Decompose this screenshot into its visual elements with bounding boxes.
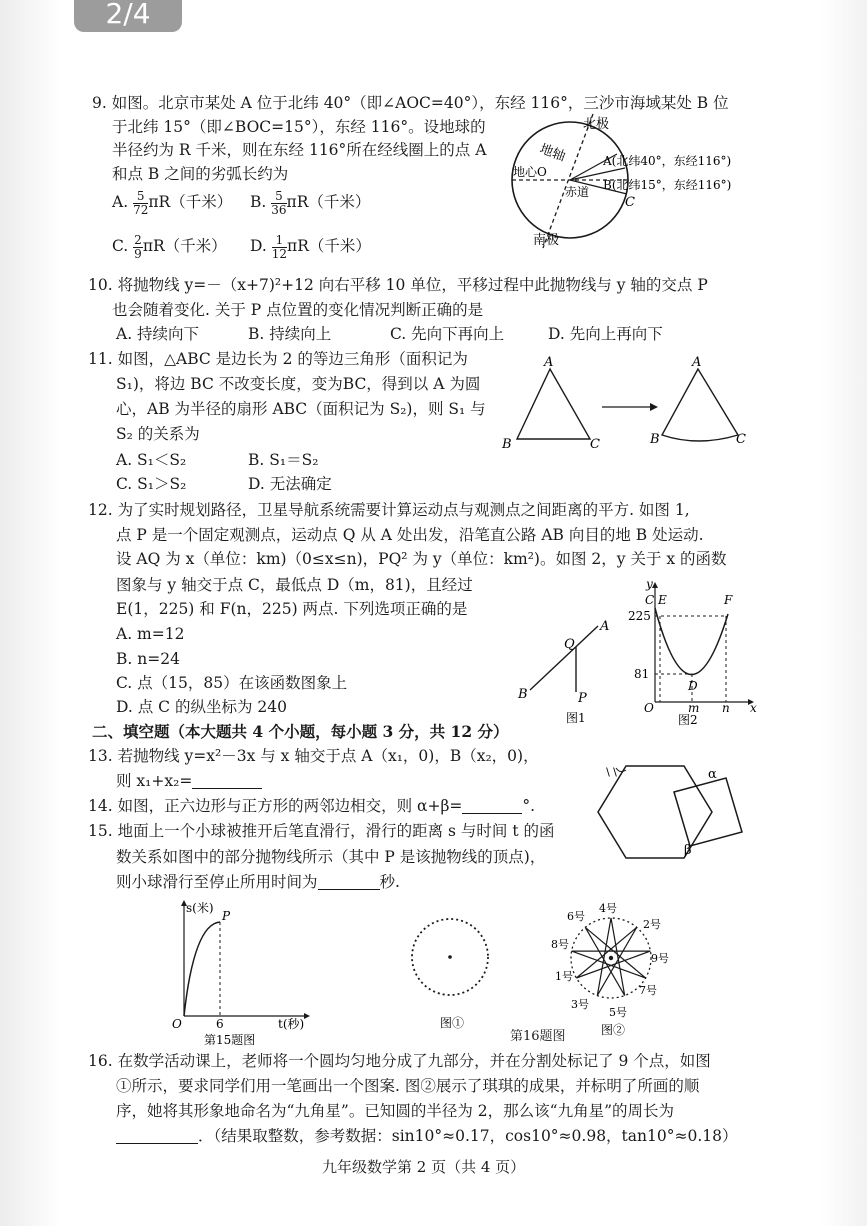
star-label-3: 3号 xyxy=(571,998,589,1011)
q12-figure-1 xyxy=(510,610,620,725)
sector-c-label: C xyxy=(736,432,746,447)
point-c-label: C xyxy=(625,195,635,210)
fig2-e-label: E xyxy=(658,593,667,607)
q13-answer-blank[interactable] xyxy=(192,774,262,789)
q11-option-a: A. S₁＜S₂ xyxy=(116,451,187,469)
circle-center xyxy=(448,955,452,959)
q12-line-1: 12. 为了实时规划路径，卫星导航系统需要计算运动点与观测点之间距离的平方. 如图 1, xyxy=(88,501,690,519)
q9-option-c: C. $\frac{2}{9}$ πR（千米） xyxy=(112,233,227,261)
section-2-title: 二、填空题（本大题共 4 个小题，每小题 3 分，共 12 分） xyxy=(92,722,509,741)
q16-line-3: 序，她将其形象地命名为“九角星”。已知圆的半径为 2，那么该“九角星”的周长为 xyxy=(116,1102,674,1120)
triangle-a-label: A xyxy=(544,355,554,370)
q9-earth-figure xyxy=(505,112,775,252)
fig2-x-label: x xyxy=(750,701,757,715)
star-label-4: 4号 xyxy=(599,902,617,915)
star-label-2: 2号 xyxy=(643,918,661,931)
star-label-7: 7号 xyxy=(639,984,657,997)
page-badge: 2/4 xyxy=(74,0,182,32)
point-a-label: A(北纬40°，东经116°) xyxy=(603,154,732,168)
q15-o-label: O xyxy=(172,1017,182,1031)
fig1-a-label: A xyxy=(600,619,610,634)
q16-fig2-caption: 图② xyxy=(601,1023,626,1037)
q15-parabola xyxy=(184,922,220,1016)
q12-line-3: 设 AQ 为 x（单位：km)（0≤x≤n)，PQ² 为 y（单位：km²)。如图 2，y 关于 x 的函数 xyxy=(116,550,727,568)
q14-answer-blank[interactable] xyxy=(462,799,522,814)
q11-line-3: 心，AB 为半径的扇形 ABC（面积记为 S₂)，则 S₁ 与 xyxy=(116,400,486,418)
q10-option-c: C. 先向下再向上 xyxy=(390,325,505,343)
fig1-b-label: B xyxy=(518,687,528,702)
fig2-n-label: n xyxy=(722,701,730,715)
q9-line-4: 和点 B 之间的劣弧长约为 xyxy=(112,165,289,183)
axis-label: 地轴 xyxy=(537,141,568,165)
fig1-p-label: P xyxy=(578,691,587,706)
star-label-1: 1号 xyxy=(555,970,573,983)
q16-fig1-caption: 图① xyxy=(440,1016,465,1030)
q16-figure-1 xyxy=(400,905,500,1045)
q12-option-a: A. m=12 xyxy=(116,625,185,643)
q15-6-label: 6 xyxy=(216,1017,224,1031)
q12-line-4: 图象与 y 轴交于点 C，最低点 D（m，81)，且经过 xyxy=(116,576,473,594)
q10-option-d: D. 先向上再向下 xyxy=(548,325,663,343)
q9-option-d: D. $\frac{1}{12}$ πR（千米） xyxy=(250,233,371,261)
q12-figure-2 xyxy=(620,578,760,728)
fig2-c-label: C xyxy=(645,593,655,607)
south-pole-label: 南极 xyxy=(533,233,560,248)
q15-t-label: t(秒) xyxy=(278,1017,305,1031)
alpha-label: α xyxy=(708,767,717,782)
fig1-caption: 图1 xyxy=(566,711,586,725)
fig2-d-label: D xyxy=(688,679,698,693)
q16-answer-blank[interactable] xyxy=(116,1129,198,1144)
q9-line-3: 半径约为 R 千米，则在东经 116°所在经线圈上的点 A xyxy=(112,141,487,159)
fig2-m-label: m xyxy=(688,701,700,715)
q10-option-b: B. 持续向上 xyxy=(248,325,332,343)
sector-shape xyxy=(662,369,738,441)
q15-p-label: P xyxy=(222,909,231,923)
q13-line-2: 则 x₁+x₂= xyxy=(116,774,262,790)
earth-axis-line xyxy=(543,114,593,248)
q11-figure xyxy=(500,355,760,455)
q15-caption: 第15题图 xyxy=(204,1033,256,1047)
equilateral-triangle xyxy=(517,369,590,439)
q16-line-1: 16. 在数学活动课上，老师将一个圆均匀地分成了九部分，并在分割处标记了 9 个点，如图 xyxy=(88,1052,711,1070)
q15-line-1: 15. 地面上一个小球被推开后笔直滑行，滑行的距离 s 与时间 t 的函 xyxy=(88,822,555,840)
q15-s-label: s(米) xyxy=(186,901,214,915)
north-pole-label: 北极 xyxy=(583,117,610,132)
fig2-y-label: y xyxy=(646,578,653,591)
q16-line-2: ①所示，要求同学们用一笔画出一个图案. 图②展示了琪琪的成果，并标明了所画的顺 xyxy=(116,1077,700,1095)
q14-line-1: 14. 如图，正六边形与正方形的两邻边相交，则 α+β= °. xyxy=(88,797,536,815)
q11-option-c: C. S₁＞S₂ xyxy=(116,475,187,493)
fig2-o-label: O xyxy=(644,701,654,715)
q15-line-2: 数关系如图中的部分抛物线所示（其中 P 是该抛物线的顶点)， xyxy=(116,848,546,866)
q12-option-c: C. 点（15，85）在该函数图象上 xyxy=(116,674,348,692)
q11-option-d: D. 无法确定 xyxy=(248,475,332,493)
square xyxy=(674,778,742,846)
q11-line-4: S₂ 的关系为 xyxy=(116,425,200,443)
beta-label: β xyxy=(684,843,692,858)
q15-figure xyxy=(164,898,314,1048)
fig2-f-label: F xyxy=(724,593,733,607)
q10-option-a: A. 持续向下 xyxy=(116,325,200,343)
q12-line-5: E(1，225) 和 F(n，225) 两点. 下列选项正确的是 xyxy=(116,600,468,618)
point-b-label: B(北纬15°，东经116°) xyxy=(603,178,732,192)
equator-label: 赤道 xyxy=(565,185,590,199)
q9-line-1: 9. 如图。北京市某处 A 位于北纬 40°（即∠AOC=40°），东经 116°，三沙市海域某处 B 位 xyxy=(92,94,729,112)
page-footer: 九年级数学第 2 页（共 4 页） xyxy=(322,1158,526,1176)
q12-line-2: 点 P 是一个固定观测点，运动点 Q 从 A 处出发，沿笔直公路 AB 向目的地 B 处运动. xyxy=(116,526,704,544)
q12-option-d: D. 点 C 的纵坐标为 240 xyxy=(116,698,287,716)
q11-line-2: S₁)，将边 BC 不改变长度，变为BC，得到以 A 为圆 xyxy=(116,375,481,393)
q9-option-a: A. $\frac{5}{72}$ πR（千米） xyxy=(112,189,233,217)
q16-line-4: ．（结果取整数，参考数据：sin10°≈0.17，cos10°≈0.98，tan10°≈0.18） xyxy=(116,1129,737,1145)
star-label-6: 6号 xyxy=(567,910,585,923)
star-label-8: 8号 xyxy=(551,938,569,951)
q10-line-1: 10. 将抛物线 y=－（x+7)²+12 向右平移 10 单位，平移过程中此抛物线与 y 轴的交点 P xyxy=(88,276,708,294)
q16-figure-2 xyxy=(545,898,685,1046)
arrow-head xyxy=(650,403,658,411)
fig2-225-label: 225 xyxy=(628,609,651,623)
svg-text:∖∖: ∖∖ xyxy=(604,766,619,779)
triangle-c-label: C xyxy=(590,437,600,452)
triangle-b-label: B xyxy=(502,437,512,452)
fig1-q-label: Q xyxy=(564,637,575,652)
fig2-caption: 图2 xyxy=(678,713,698,727)
q14-figure xyxy=(596,762,756,862)
q9-line-2: 于北纬 15°（即∠BOC=15°），东经 116°。设地球的 xyxy=(112,118,486,136)
q11-option-b: B. S₁＝S₂ xyxy=(248,451,319,469)
star-label-9: 9号 xyxy=(651,952,669,965)
fig2-81-label: 81 xyxy=(634,667,650,681)
q15-line-3: 则小球滑行至停止所用时间为 秒. xyxy=(116,873,400,891)
center-label: 地心O xyxy=(513,165,547,179)
q15-answer-blank[interactable] xyxy=(318,875,380,890)
q16-main-caption: 第16题图 xyxy=(510,1029,566,1044)
star-label-5: 5号 xyxy=(609,1006,627,1019)
sector-b-label: B xyxy=(650,432,660,447)
fig2-parabola xyxy=(655,608,728,675)
q10-line-2: 也会随着变化. 关于 P 点位置的变化情况判断正确的是 xyxy=(112,301,484,319)
q12-option-b: B. n=24 xyxy=(116,650,180,668)
q9-option-b: B. $\frac{5}{36}$ πR（千米） xyxy=(250,189,371,217)
road-ab xyxy=(530,626,598,690)
q11-line-1: 11. 如图，△ABC 是边长为 2 的等边三角形（面积记为 xyxy=(88,350,468,368)
q13-line-1: 13. 若抛物线 y=x²－3x 与 x 轴交于点 A（x₁，0)，B（x₂，0)， xyxy=(88,747,539,765)
sector-a-label: A xyxy=(692,355,702,370)
